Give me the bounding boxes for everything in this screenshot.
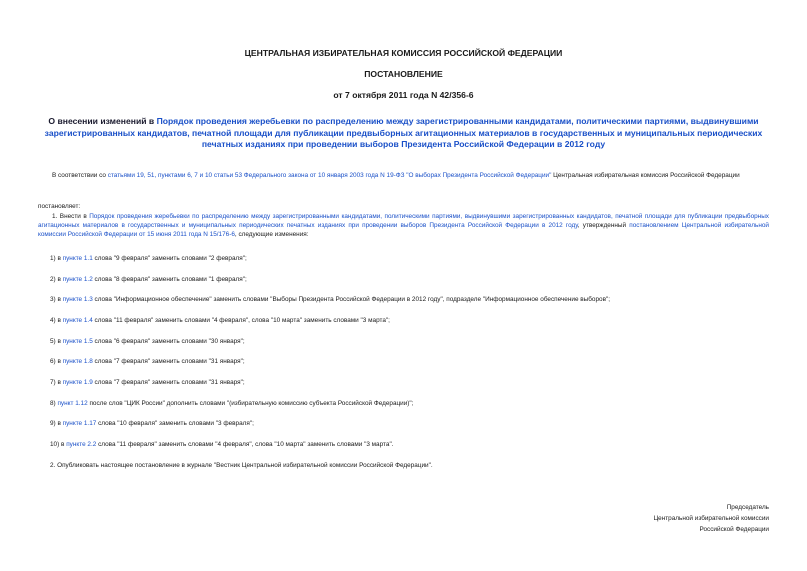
item-prefix: 9) в [50, 420, 63, 427]
item-prefix: 6) в [50, 358, 63, 365]
item-text: слова "7 февраля" заменить словами "31 января"; [92, 379, 245, 386]
date-number-heading: от 7 октября 2011 года N 42/356-6 [333, 90, 474, 100]
preamble-text-1: В соответствии со [52, 172, 108, 179]
title-order-link[interactable]: Порядок проведения жеребьевки по распределению между зарегистрированными кандидатами, политическими партиями, выдвинувшими зарегистрированных кандидатов, печатной площади для публикации предвыборных агитационных материалов в государственных и муниципальных периодических печатных изданиях при проведении выборов Президента Российской Федерации в 2012 году [44, 116, 763, 149]
title-prefix: О внесении изменений в [48, 116, 157, 126]
signature-country: Российской Федерации [699, 526, 769, 533]
amendment-item [50, 420, 769, 429]
amendment-item [50, 338, 769, 347]
p1-text-2: , утвержденный [577, 221, 630, 229]
item-prefix: 4) в [50, 317, 63, 324]
item-text: слова "11 февраля" заменить словами "4 февраля", слова "10 марта" заменить словами "3 марта". [96, 441, 394, 448]
item-text: слова "11 февраля" заменить словами "4 февраля", слова "10 марта" заменить словами "3 марта"; [92, 317, 390, 324]
item-prefix: 10) в [50, 441, 67, 448]
item-link[interactable]: пункт 1.12 [57, 400, 88, 407]
item-link[interactable]: пункте 1.4 [62, 317, 93, 324]
item-link[interactable]: пункте 1.2 [62, 276, 93, 283]
item-link[interactable]: пункте 2.2 [66, 441, 97, 448]
item-link[interactable]: пункте 1.9 [62, 379, 93, 386]
paragraph-2: 2. Опубликовать настоящее постановление в журнале "Вестник Центральной избирательной комиссии Российской Федерации". [50, 462, 433, 469]
preamble-paragraph [38, 172, 769, 181]
amendment-item [50, 255, 769, 264]
signature-org: Центральной избирательной комиссии [653, 515, 769, 522]
item-link[interactable]: пункте 1.1 [62, 255, 93, 262]
document-title [38, 116, 769, 151]
preamble-law-link[interactable]: статьями 19, 51, пунктами 6, 7 и 10 статьи 53 Федерального закона от 10 января 2003 года N 19-ФЗ "О выборах Президента Российской Федерации" [107, 172, 552, 179]
amendment-item [50, 379, 769, 388]
item-text: слова "Информационное обеспечение" заменить словами "Выборы Президента Российской Федерации в 2012 году", подразделе "Информационное обеспечение выборов"; [92, 296, 611, 303]
item-link[interactable]: пункте 1.8 [62, 358, 93, 365]
item-prefix: 3) в [50, 296, 63, 303]
amendment-item [50, 296, 769, 305]
resolves-text: постановляет: [38, 203, 81, 210]
item-prefix: 8) [50, 400, 58, 407]
preamble-text-2: Центральная избирательная комиссия Российской Федерации [551, 172, 740, 179]
item-prefix: 7) в [50, 379, 63, 386]
signature-title: Председатель [726, 504, 769, 511]
p1-order-link[interactable]: Порядок проведения жеребьевки по распределению между зарегистрированными кандидатами, политическими партиями, выдвинувшими зарегистрированных кандидатов, печатной площади для публикации предвыборных агитационных материалов в государственных и муниципальных периодических печатных изданиях при проведении выборов Президента Российской Федерации в 2012 году [38, 213, 769, 229]
amendment-item [50, 276, 769, 285]
item-text: после слов "ЦИК России" дополнить словами "(избирательную комиссию субъекта Российской Федерации)"; [87, 400, 414, 407]
item-prefix: 5) в [50, 338, 63, 345]
org-heading: ЦЕНТРАЛЬНАЯ ИЗБИРАТЕЛЬНАЯ КОМИССИЯ РОССИЙСКОЙ ФЕДЕРАЦИИ [244, 48, 563, 58]
p1-text-1: 1. Внести в [52, 213, 90, 220]
item-link[interactable]: пункте 1.5 [62, 338, 93, 345]
item-text: слова "7 февраля" заменить словами "31 января"; [92, 358, 245, 365]
item-link[interactable]: пункте 1.3 [62, 296, 93, 303]
item-text: слова "9 февраля" заменить словами "2 февраля"; [92, 255, 247, 262]
amendment-item [50, 317, 769, 326]
item-text: слова "6 февраля" заменить словами "30 января"; [92, 338, 245, 345]
doc-type-heading: ПОСТАНОВЛЕНИЕ [364, 69, 443, 79]
paragraph-1 [38, 213, 769, 239]
item-text: слова "10 февраля" заменить словами "3 февраля"; [96, 420, 254, 427]
item-prefix: 2) в [50, 276, 63, 283]
amendment-item [50, 358, 769, 367]
amendment-item [50, 441, 769, 450]
p1-resolution-link[interactable]: постановлением Центральной избирательной комиссии Российской Федерации от 15 июня 2011 года N 15/176-6 [38, 221, 769, 238]
amendment-item [50, 400, 769, 409]
p1-text-3: , следующие изменения: [234, 230, 309, 238]
item-prefix: 1) в [50, 255, 63, 262]
item-text: слова "8 февраля" заменить словами "1 февраля"; [92, 276, 247, 283]
item-link[interactable]: пункте 1.17 [62, 420, 97, 427]
